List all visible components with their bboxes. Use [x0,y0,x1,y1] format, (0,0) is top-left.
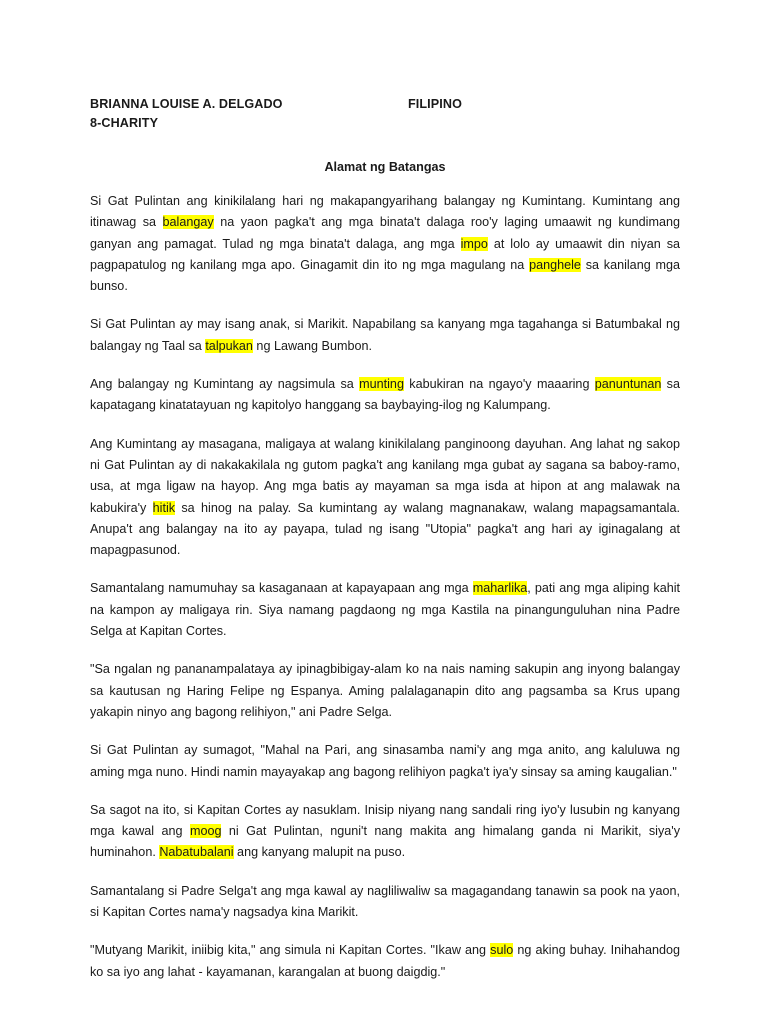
paragraph: Si Gat Pulintan ang kinikilalang hari ng makapangyarihang balangay ng Kumintang. Kumintang ang itinawag sa balangay na yaon pagka't ang mga binata't dalaga roo'y laging umaawit ng kundimang ganyan ang pamagat. Tulad ng mga binata't dalaga, ang mga impo at lolo ay umaawit din niyan sa pagpapatulog ng kanilang mga apo. Ginagamit din ito ng mga magulang na panghele sa kanilang mga bunso. [90,194,681,294]
header-row [90,94,680,113]
paragraph: "Mutyang Marikit, iniibig kita," ang simula ni Kapitan Cortes. "Ikaw ang sulo ng aking buhay. Inihahandog ko sa iyo ang lahat - kayamanan, karangalan at buong daigdig." [90,943,681,979]
paragraph: Ang Kumintang ay masagana, maligaya at walang kinikilalang panginoong dayuhan. Ang lahat ng sakop ni Gat Pulintan ay di nakakakilala ng gutom pagka't ang kanilang mga gubat ay sagana sa baboy-ramo, usa, at mga ligaw na hayop. Ang mga batis ay mayaman sa mga isda at hipon at ang malawak na kabukira'y hitik sa hinog na palay. Sa kumintang ay walang magnanakaw, walang mapagsamantala. Anupa't ang balangay na ito ay payapa, tulad ng isang "Utopia" pagka't ang hari ay iginagalang at mapagpasunod. [90,436,680,558]
paragraph: Si Gat Pulintan ay sumagot, "Mahal na Pari, ang sinasamba nami'y ang mga anito, ang kaluluwa ng aming mga nuno. Hindi namin mayayakap ang bagong relihiyon pagka't iya'y sinsay sa aming kaugalian." [90,743,680,779]
paragraph: Si Gat Pulintan ay may isang anak, si Marikit. Napabilang sa kanyang mga tagahanga si Batumbakal ng balangay ng Taal sa talpukan ng Lawang Bumbon. [90,317,680,353]
document-title: Alamat ng Batangas [324,160,446,174]
highlighted-word: Nabatubalani [159,845,234,860]
highlighted-word: maharlika [472,581,528,596]
section-label: 8-CHARITY [90,115,159,130]
highlighted-word: sulo [490,943,514,958]
highlighted-word: panghele [529,257,581,272]
highlighted-word: hitik [152,500,176,515]
paragraph: Ang balangay ng Kumintang ay nagsimula sa munting kabukiran na ngayo'y maaaring panuntunan sa kapatagang kinatatayuan ng kapitolyo hanggang sa baybaying-ilog ng Kalumpang. [90,377,680,413]
highlighted-word: moog [189,824,222,839]
document-header [90,94,680,132]
highlighted-word: talpukan [205,338,253,353]
header-row-section [90,113,680,132]
highlighted-word: balangay [162,215,214,230]
paragraph: Samantalang si Padre Selga't ang mga kawal ay nagliliwaliw sa magagandang tanawin sa pook na yaon, si Kapitan Cortes nama'y nagsadya kina Marikit. [90,883,680,920]
student-name: BRIANNA LOUISE A. DELGADO [90,96,283,111]
highlighted-word: munting [359,377,404,392]
paragraph: Sa sagot na ito, si Kapitan Cortes ay nasuklam. Inisip niyang nang sandali ring iyo'y lusubin ng kanyang mga kawal ang moog ni Gat Pulintan, nguni't nang makita ang himalang ganda ni Marikit, siya'y huminahon. Nabatubalani ang kanyang malupit na puso. [90,802,680,860]
story-body [90,191,680,983]
highlighted-word: impo [460,236,488,251]
highlighted-word: panuntunan [594,377,662,392]
subject-label: FILIPINO [408,96,462,111]
paragraph: Samantalang namumuhay sa kasaganaan at kapayapaan ang mga maharlika, pati ang mga aliping kahit na kampon ay maligaya rin. Siya namang pagdaong ng mga Kastila na pinangunguluhan nina Padre Selga at Kapitan Cortes. [90,581,681,639]
paragraph: "Sa ngalan ng pananampalataya ay ipinagbibigay-alam ko na nais naming sakupin ang inyong balangay sa kautusan ng Haring Felipe ng Espanya. Aming palalaganapin dito ang pagsamba sa Krus upang yakapin ninyo ang bagong relihiyon," ani Padre Selga. [90,662,680,719]
